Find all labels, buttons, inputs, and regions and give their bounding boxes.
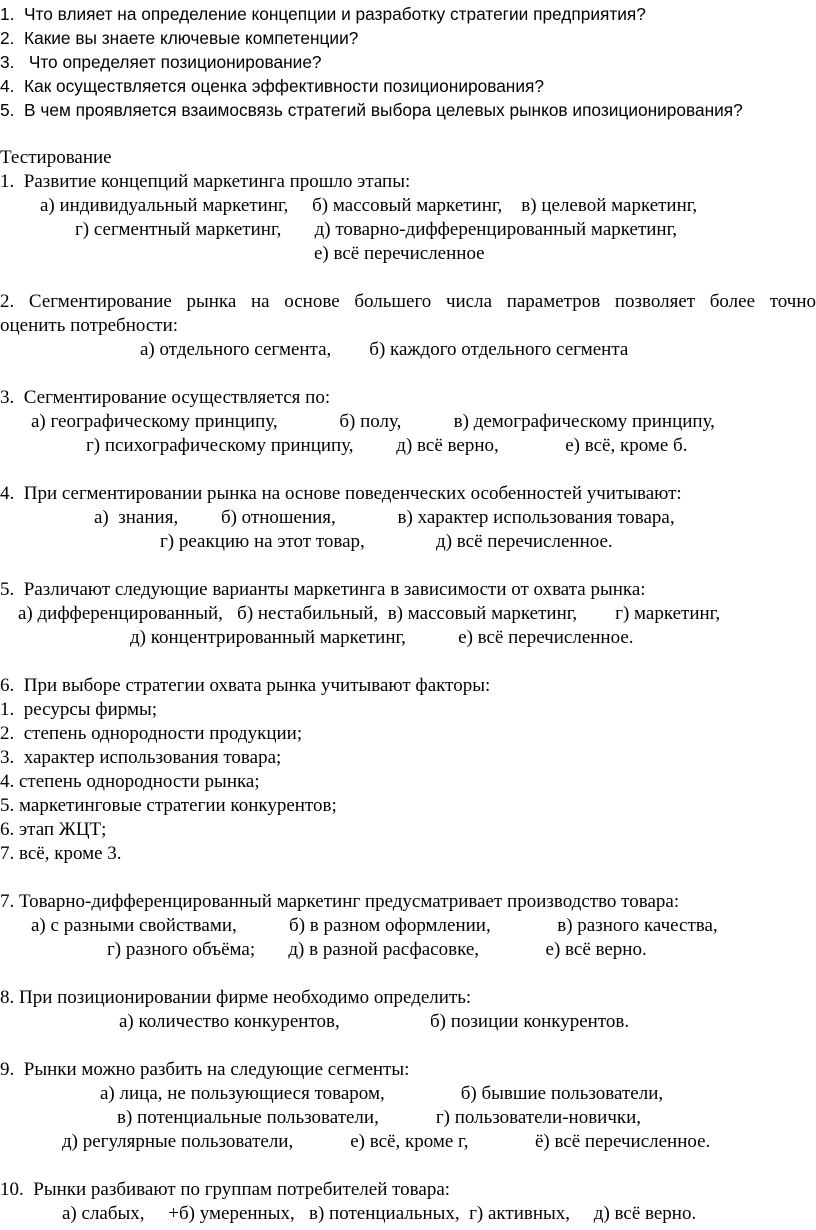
question-3: 3. Что определяет позиционирование?	[0, 52, 322, 72]
test-6-item: 1. ресурсы фирмы;	[0, 699, 158, 720]
test-7-options-line-1: а) с разными свойствами, б) в разном оформлении, в) разного качества,	[31, 915, 718, 936]
test-6-item: 3. характер использования товара;	[0, 747, 282, 768]
question-2: 2. Какие вы знаете ключевые компетенции?	[0, 28, 359, 48]
stem-word: позволяет	[614, 291, 696, 312]
question-1: 1. Что влияет на определение концепции и разработку стратегии предприятия?	[0, 4, 646, 24]
test-3-options-line-1: а) географическому принципу, б) полу, в) демографическому принципу,	[31, 411, 715, 432]
test-8-stem: 8. При позиционировании фирме необходимо определить:	[0, 987, 472, 1008]
test-6-item: 2. степень однородности продукции;	[0, 723, 303, 744]
test-5-options-line-1: а) дифференцированный, б) нестабильный, в) массовый маркетинг, г) маркетинг,	[18, 603, 721, 624]
test-6-item: 7. всё, кроме 3.	[0, 843, 122, 864]
test-5-stem: 5. Различают следующие варианты маркетинга в зависимости от охвата рынка:	[0, 579, 646, 600]
test-6-item: 4. степень однородности рынка;	[0, 771, 260, 792]
test-2-options-line-1: а) отдельного сегмента, б) каждого отдельного сегмента	[140, 339, 629, 360]
stem-word: точно	[769, 291, 816, 312]
stem-word: основе	[284, 291, 340, 312]
test-9-stem: 9. Рынки можно разбить на следующие сегменты:	[0, 1059, 410, 1080]
question-5: 5. В чем проявляется взаимосвязь стратегий выбора целевых рынков ипозиционирования?	[0, 100, 743, 120]
stem-word: на	[250, 291, 270, 312]
test-9-options-line-3: д) регулярные пользователи, е) всё, кроме г, ё) всё перечисленное.	[62, 1131, 711, 1152]
stem-word: рынка	[186, 291, 237, 312]
test-2-stem-continuation: оценить потребности:	[0, 315, 179, 336]
stem-word: более	[709, 291, 756, 312]
test-5-options-line-2: д) концентрированный маркетинг, е) всё перечисленное.	[130, 627, 634, 648]
test-6-item: 6. этап ЖЦТ;	[0, 819, 107, 840]
test-1-options-line-2: г) сегментный маркетинг, д) товарно-дифференцированный маркетинг,	[75, 219, 677, 240]
test-9-options-line-1: а) лица, не пользующиеся товаром, б) бывшие пользователи,	[100, 1083, 664, 1104]
stem-word: числа	[445, 291, 493, 312]
test-4-options-line-1: а) знания, б) отношения, в) характер использования товара,	[94, 507, 675, 528]
section-heading: Тестирование	[0, 147, 112, 168]
question-4: 4. Как осуществляется оценка эффективности позиционирования?	[0, 76, 544, 96]
test-6-item: 5. маркетинговые стратегии конкурентов;	[0, 795, 337, 816]
stem-word: Сегментирование	[28, 291, 172, 312]
test-7-options-line-2: г) разного объёма; д) в разной расфасовке, е) всё верно.	[107, 939, 647, 960]
test-3-stem: 3. Сегментирование осуществляется по:	[0, 387, 331, 408]
test-3-options-line-2: г) психографическому принципу, д) всё верно, е) всё, кроме б.	[86, 435, 688, 456]
test-1-stem: 1. Развитие концепций маркетинга прошло этапы:	[0, 171, 411, 192]
test-2-stem	[0, 290, 816, 314]
test-7-stem: 7. Товарно-дифференцированный маркетинг предусматривает производство товара:	[0, 891, 680, 912]
test-4-options-line-2: г) реакцию на этот товар, д) всё перечисленное.	[160, 531, 613, 552]
test-1-options-line-1: а) индивидуальный маркетинг, б) массовый маркетинг, в) целевой маркетинг,	[40, 195, 698, 216]
stem-word: 2.	[0, 291, 15, 312]
test-4-stem: 4. При сегментировании рынка на основе поведенческих особенностей учитывают:	[0, 483, 682, 504]
test-1-options-line-3: е) всё перечисленное	[314, 243, 485, 264]
stem-word: большего	[354, 291, 432, 312]
test-8-options-line-1: а) количество конкурентов, б) позиции конкурентов.	[119, 1011, 630, 1032]
test-6-stem: 6. При выборе стратегии охвата рынка учитывают факторы:	[0, 675, 491, 696]
test-10-options-line-1: а) слабых, +б) умеренных, в) потенциальных, г) активных, д) всё верно.	[62, 1203, 697, 1224]
stem-word: параметров	[506, 291, 601, 312]
test-10-stem: 10. Рынки разбивают по группам потребителей товара:	[0, 1179, 451, 1200]
test-9-options-line-2: в) потенциальные пользователи, г) пользователи-новички,	[117, 1107, 642, 1128]
